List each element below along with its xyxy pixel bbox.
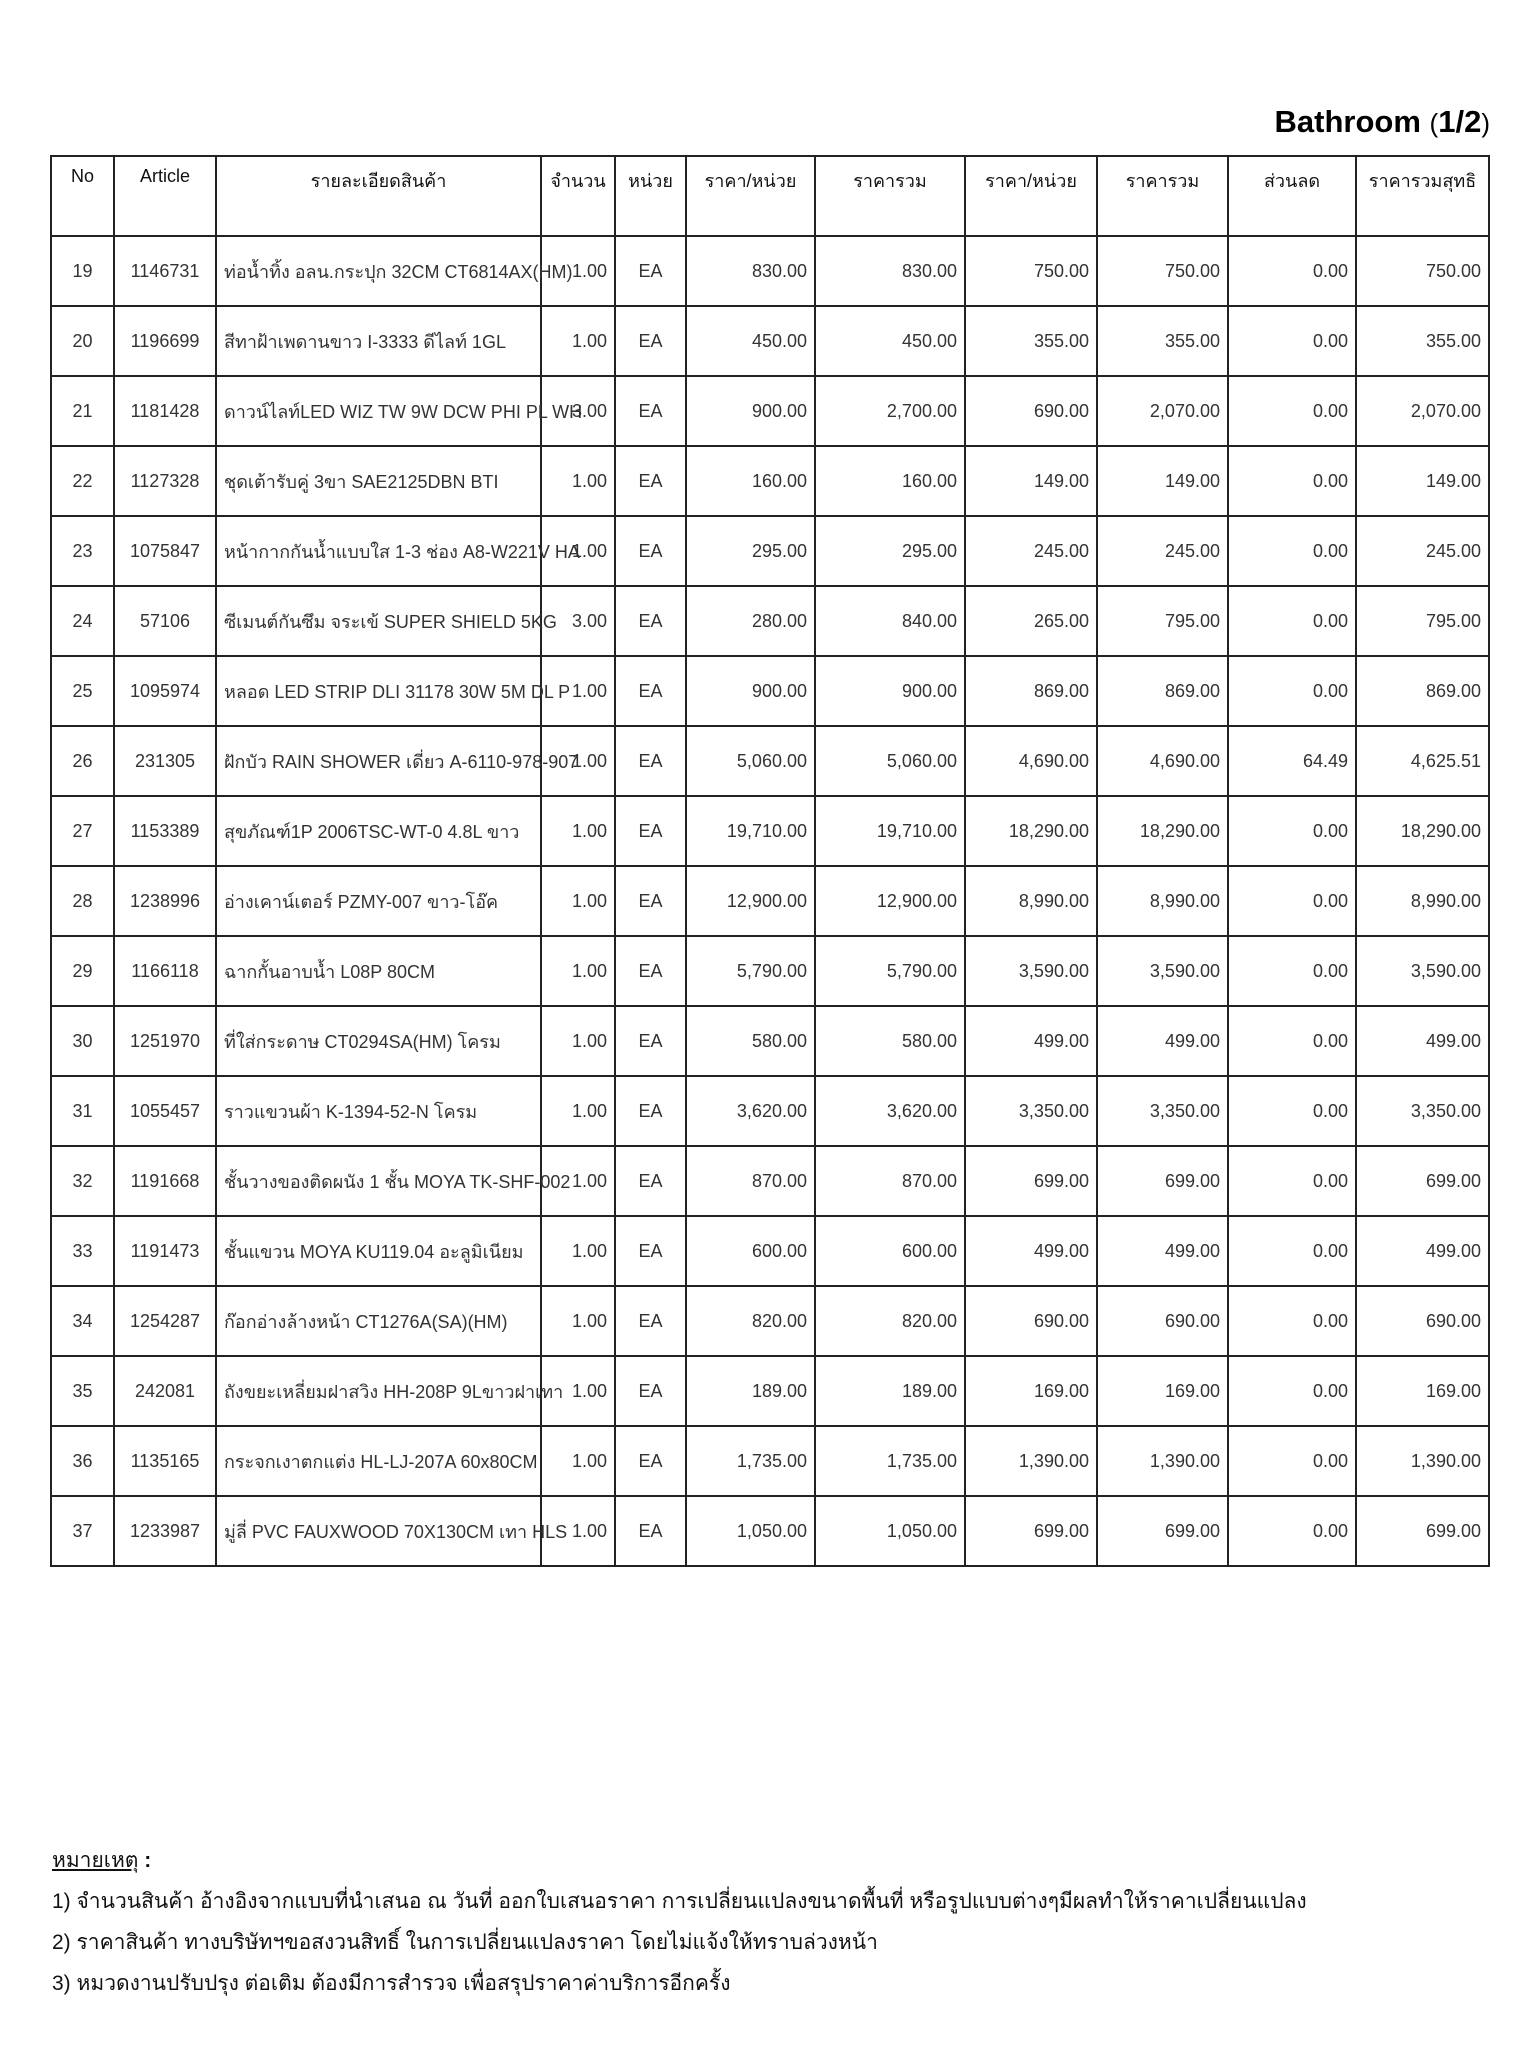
cell-total: 160.00 xyxy=(815,446,965,516)
cell-unit: EA xyxy=(615,1216,686,1286)
cell-description: มู่ลี่ PVC FAUXWOOD 70X130CM เทา HLS xyxy=(216,1496,541,1566)
header-unit: หน่วย xyxy=(615,156,686,236)
cell-unit-price: 19,710.00 xyxy=(686,796,815,866)
cell-quantity: 1.00 xyxy=(541,726,615,796)
cell-net-total: 750.00 xyxy=(1356,236,1489,306)
cell-net-total: 699.00 xyxy=(1356,1496,1489,1566)
cell-discount: 0.00 xyxy=(1228,376,1356,446)
cell-article: 1254287 xyxy=(114,1286,216,1356)
cell-unit: EA xyxy=(615,236,686,306)
cell-quantity: 1.00 xyxy=(541,446,615,516)
cell-total-2: 3,590.00 xyxy=(1097,936,1228,1006)
cell-discount: 0.00 xyxy=(1228,866,1356,936)
cell-unit: EA xyxy=(615,1006,686,1076)
header-unit-price-2: ราคา/หน่วย xyxy=(965,156,1097,236)
cell-unit: EA xyxy=(615,1426,686,1496)
cell-quantity: 3.00 xyxy=(541,586,615,656)
cell-description: ท่อน้ำทิ้ง อลน.กระปุก 32CM CT6814AX(HM) xyxy=(216,236,541,306)
cell-total-2: 149.00 xyxy=(1097,446,1228,516)
cell-total-2: 169.00 xyxy=(1097,1356,1228,1426)
cell-quantity: 1.00 xyxy=(541,936,615,1006)
cell-description: ฝักบัว RAIN SHOWER เดี่ยว A-6110-978-907 xyxy=(216,726,541,796)
cell-article: 242081 xyxy=(114,1356,216,1426)
page-title-part: 1/2 xyxy=(1438,104,1482,139)
cell-description: ซีเมนต์กันซึม จระเข้ SUPER SHIELD 5KG xyxy=(216,586,541,656)
cell-discount: 0.00 xyxy=(1228,1496,1356,1566)
table-row xyxy=(51,1146,1489,1216)
header-article: Article xyxy=(114,156,216,236)
cell-article: 1191668 xyxy=(114,1146,216,1216)
cell-discount: 0.00 xyxy=(1228,1356,1356,1426)
cell-description: ชั้นแขวน MOYA KU119.04 อะลูมิเนียม xyxy=(216,1216,541,1286)
cell-unit-price-2: 690.00 xyxy=(965,1286,1097,1356)
cell-unit-price-2: 8,990.00 xyxy=(965,866,1097,936)
cell-total: 1,735.00 xyxy=(815,1426,965,1496)
cell-total-2: 795.00 xyxy=(1097,586,1228,656)
cell-total-2: 690.00 xyxy=(1097,1286,1228,1356)
cell-total-2: 699.00 xyxy=(1097,1146,1228,1216)
cell-no: 22 xyxy=(51,446,114,516)
cell-unit-price: 600.00 xyxy=(686,1216,815,1286)
cell-unit-price: 450.00 xyxy=(686,306,815,376)
cell-unit-price: 900.00 xyxy=(686,376,815,446)
cell-description: หน้ากากกันน้ำแบบใส 1-3 ช่อง A8-W221V HA xyxy=(216,516,541,586)
cell-description: สีทาฝ้าเพดานขาว I-3333 ดีไลท์ 1GL xyxy=(216,306,541,376)
cell-no: 37 xyxy=(51,1496,114,1566)
cell-unit: EA xyxy=(615,936,686,1006)
cell-quantity: 1.00 xyxy=(541,1146,615,1216)
table-body xyxy=(51,236,1489,1566)
cell-total: 189.00 xyxy=(815,1356,965,1426)
cell-unit-price-2: 869.00 xyxy=(965,656,1097,726)
cell-total: 820.00 xyxy=(815,1286,965,1356)
cell-no: 23 xyxy=(51,516,114,586)
cell-net-total: 245.00 xyxy=(1356,516,1489,586)
cell-no: 28 xyxy=(51,866,114,936)
cell-discount: 0.00 xyxy=(1228,936,1356,1006)
cell-total-2: 499.00 xyxy=(1097,1216,1228,1286)
cell-discount: 0.00 xyxy=(1228,656,1356,726)
header-total-2: ราคารวม xyxy=(1097,156,1228,236)
cell-unit: EA xyxy=(615,1146,686,1216)
cell-total: 2,700.00 xyxy=(815,376,965,446)
cell-unit-price: 160.00 xyxy=(686,446,815,516)
cell-total: 19,710.00 xyxy=(815,796,965,866)
cell-article: 1095974 xyxy=(114,656,216,726)
cell-description: ดาวน์ไลท์LED WIZ TW 9W DCW PHI PL WH xyxy=(216,376,541,446)
header-no: No xyxy=(51,156,114,236)
cell-unit-price: 295.00 xyxy=(686,516,815,586)
cell-total: 830.00 xyxy=(815,236,965,306)
cell-discount: 0.00 xyxy=(1228,446,1356,516)
cell-article: 1233987 xyxy=(114,1496,216,1566)
cell-discount: 0.00 xyxy=(1228,306,1356,376)
cell-total: 450.00 xyxy=(815,306,965,376)
cell-quantity: 1.00 xyxy=(541,516,615,586)
cell-unit-price: 1,050.00 xyxy=(686,1496,815,1566)
cell-article: 1055457 xyxy=(114,1076,216,1146)
cell-quantity: 1.00 xyxy=(541,1496,615,1566)
table-row xyxy=(51,306,1489,376)
note-line-2: 2) ราคาสินค้า ทางบริษัทฯขอสงวนสิทธิ์ ในการเปลี่ยนแปลงราคา โดยไม่แจ้งให้ทราบล่วงหน้า xyxy=(52,1931,878,1954)
cell-article: 57106 xyxy=(114,586,216,656)
cell-total-2: 499.00 xyxy=(1097,1006,1228,1076)
page-title xyxy=(1275,104,1490,140)
cell-unit-price-2: 750.00 xyxy=(965,236,1097,306)
cell-unit-price-2: 265.00 xyxy=(965,586,1097,656)
cell-net-total: 4,625.51 xyxy=(1356,726,1489,796)
cell-description: ชุดเต้ารับคู่ 3ขา SAE2125DBN BTI xyxy=(216,446,541,516)
cell-description: ราวแขวนผ้า K-1394-52-N โครม xyxy=(216,1076,541,1146)
cell-unit-price-2: 699.00 xyxy=(965,1146,1097,1216)
table-row xyxy=(51,1006,1489,1076)
cell-unit: EA xyxy=(615,376,686,446)
cell-unit: EA xyxy=(615,516,686,586)
cell-net-total: 499.00 xyxy=(1356,1216,1489,1286)
cell-unit-price-2: 4,690.00 xyxy=(965,726,1097,796)
table-row xyxy=(51,866,1489,936)
cell-no: 35 xyxy=(51,1356,114,1426)
cell-net-total: 795.00 xyxy=(1356,586,1489,656)
cell-total-2: 750.00 xyxy=(1097,236,1228,306)
note-line-3: 3) หมวดงานปรับปรุง ต่อเติม ต้องมีการสำรวจ เพื่อสรุปราคาค่าบริการอีกครั้ง xyxy=(52,1972,731,1995)
note-line-1: 1) จำนวนสินค้า อ้างอิงจากแบบที่นำเสนอ ณ วันที่ ออกใบเสนอราคา การเปลี่ยนแปลงขนาดพื้นที่ หรือรูปแบบต่างๆมีผลทำให้ราคาเปลี่ยนแปลง xyxy=(52,1890,1307,1913)
cell-unit: EA xyxy=(615,726,686,796)
notes-heading: หมายเหตุ xyxy=(52,1849,139,1872)
cell-discount: 0.00 xyxy=(1228,516,1356,586)
cell-no: 25 xyxy=(51,656,114,726)
cell-no: 27 xyxy=(51,796,114,866)
cell-total-2: 245.00 xyxy=(1097,516,1228,586)
cell-unit-price: 580.00 xyxy=(686,1006,815,1076)
cell-quantity: 1.00 xyxy=(541,796,615,866)
cell-no: 30 xyxy=(51,1006,114,1076)
cell-unit-price: 189.00 xyxy=(686,1356,815,1426)
cell-total-2: 1,390.00 xyxy=(1097,1426,1228,1496)
cell-article: 1238996 xyxy=(114,866,216,936)
cell-unit-price-2: 499.00 xyxy=(965,1216,1097,1286)
table-row xyxy=(51,446,1489,516)
cell-discount: 0.00 xyxy=(1228,586,1356,656)
cell-net-total: 3,590.00 xyxy=(1356,936,1489,1006)
cell-unit-price: 12,900.00 xyxy=(686,866,815,936)
cell-unit: EA xyxy=(615,586,686,656)
cell-quantity: 1.00 xyxy=(541,1006,615,1076)
cell-unit-price-2: 1,390.00 xyxy=(965,1426,1097,1496)
cell-unit: EA xyxy=(615,1496,686,1566)
table-header-row xyxy=(51,156,1489,236)
cell-net-total: 869.00 xyxy=(1356,656,1489,726)
cell-net-total: 355.00 xyxy=(1356,306,1489,376)
cell-discount: 0.00 xyxy=(1228,236,1356,306)
table-row xyxy=(51,236,1489,306)
cell-description: อ่างเคาน์เตอร์ PZMY-007 ขาว-โอ๊ค xyxy=(216,866,541,936)
cell-discount: 64.49 xyxy=(1228,726,1356,796)
cell-no: 29 xyxy=(51,936,114,1006)
cell-total-2: 2,070.00 xyxy=(1097,376,1228,446)
cell-no: 24 xyxy=(51,586,114,656)
cell-total-2: 699.00 xyxy=(1097,1496,1228,1566)
cell-unit: EA xyxy=(615,1286,686,1356)
cell-unit-price-2: 169.00 xyxy=(965,1356,1097,1426)
cell-unit: EA xyxy=(615,1356,686,1426)
notes-heading-colon: : xyxy=(138,1849,152,1872)
cell-unit-price-2: 699.00 xyxy=(965,1496,1097,1566)
cell-discount: 0.00 xyxy=(1228,1426,1356,1496)
page-title-open-paren: ( xyxy=(1429,108,1439,138)
cell-no: 21 xyxy=(51,376,114,446)
cell-description: ที่ใส่กระดาษ CT0294SA(HM) โครม xyxy=(216,1006,541,1076)
header-unit-price: ราคา/หน่วย xyxy=(686,156,815,236)
cell-article: 1191473 xyxy=(114,1216,216,1286)
cell-total-2: 18,290.00 xyxy=(1097,796,1228,866)
cell-unit-price: 5,060.00 xyxy=(686,726,815,796)
cell-unit-price: 830.00 xyxy=(686,236,815,306)
page-title-text: Bathroom xyxy=(1274,104,1421,139)
cell-description: สุขภัณฑ์1P 2006TSC-WT-0 4.8L ขาว xyxy=(216,796,541,866)
cell-no: 31 xyxy=(51,1076,114,1146)
cell-article: 1196699 xyxy=(114,306,216,376)
quotation-table xyxy=(50,155,1490,1567)
cell-net-total: 499.00 xyxy=(1356,1006,1489,1076)
cell-net-total: 1,390.00 xyxy=(1356,1426,1489,1496)
table-row xyxy=(51,936,1489,1006)
table-row xyxy=(51,1356,1489,1426)
cell-unit-price: 280.00 xyxy=(686,586,815,656)
cell-discount: 0.00 xyxy=(1228,1006,1356,1076)
cell-net-total: 699.00 xyxy=(1356,1146,1489,1216)
cell-unit-price-2: 18,290.00 xyxy=(965,796,1097,866)
cell-description: ถังขยะเหลี่ยมฝาสวิง HH-208P 9Lขาวฝาเทา xyxy=(216,1356,541,1426)
cell-unit-price: 3,620.00 xyxy=(686,1076,815,1146)
cell-unit-price-2: 355.00 xyxy=(965,306,1097,376)
cell-quantity: 1.00 xyxy=(541,1286,615,1356)
cell-unit-price: 1,735.00 xyxy=(686,1426,815,1496)
cell-discount: 0.00 xyxy=(1228,1076,1356,1146)
cell-quantity: 1.00 xyxy=(541,1216,615,1286)
table-row xyxy=(51,656,1489,726)
cell-article: 1181428 xyxy=(114,376,216,446)
cell-quantity: 1.00 xyxy=(541,1356,615,1426)
cell-total: 3,620.00 xyxy=(815,1076,965,1146)
cell-article: 231305 xyxy=(114,726,216,796)
cell-description: กระจกเงาตกแต่ง HL-LJ-207A 60x80CM xyxy=(216,1426,541,1496)
cell-total-2: 3,350.00 xyxy=(1097,1076,1228,1146)
cell-discount: 0.00 xyxy=(1228,1216,1356,1286)
cell-total: 900.00 xyxy=(815,656,965,726)
cell-no: 34 xyxy=(51,1286,114,1356)
cell-article: 1146731 xyxy=(114,236,216,306)
cell-quantity: 1.00 xyxy=(541,306,615,376)
cell-article: 1153389 xyxy=(114,796,216,866)
table-row xyxy=(51,376,1489,446)
header-discount: ส่วนลด xyxy=(1228,156,1356,236)
cell-description: ชั้นวางของติดผนัง 1 ชั้น MOYA TK-SHF-002 xyxy=(216,1146,541,1216)
header-total: ราคารวม xyxy=(815,156,965,236)
cell-description: ฉากกั้นอาบน้ำ L08P 80CM xyxy=(216,936,541,1006)
cell-total-2: 4,690.00 xyxy=(1097,726,1228,796)
cell-quantity: 1.00 xyxy=(541,236,615,306)
cell-unit-price: 900.00 xyxy=(686,656,815,726)
table-row xyxy=(51,1426,1489,1496)
cell-unit: EA xyxy=(615,446,686,516)
cell-net-total: 2,070.00 xyxy=(1356,376,1489,446)
cell-net-total: 3,350.00 xyxy=(1356,1076,1489,1146)
notes-heading-line xyxy=(52,1840,1492,1881)
cell-total-2: 8,990.00 xyxy=(1097,866,1228,936)
cell-discount: 0.00 xyxy=(1228,1146,1356,1216)
cell-no: 33 xyxy=(51,1216,114,1286)
table-row xyxy=(51,1216,1489,1286)
cell-total: 870.00 xyxy=(815,1146,965,1216)
table-row xyxy=(51,516,1489,586)
table-row xyxy=(51,586,1489,656)
header-description: รายละเอียดสินค้า xyxy=(216,156,541,236)
cell-net-total: 8,990.00 xyxy=(1356,866,1489,936)
notes-section xyxy=(52,1840,1492,2004)
table-row xyxy=(51,796,1489,866)
cell-unit-price: 5,790.00 xyxy=(686,936,815,1006)
cell-unit-price: 820.00 xyxy=(686,1286,815,1356)
cell-description: หลอด LED STRIP DLI 31178 30W 5M DL P xyxy=(216,656,541,726)
cell-article: 1166118 xyxy=(114,936,216,1006)
header-quantity: จำนวน xyxy=(541,156,615,236)
header-net-total: ราคารวมสุทธิ xyxy=(1356,156,1489,236)
cell-description: ก๊อกอ่างล้างหน้า CT1276A(SA)(HM) xyxy=(216,1286,541,1356)
cell-unit-price-2: 3,350.00 xyxy=(965,1076,1097,1146)
cell-unit: EA xyxy=(615,656,686,726)
cell-no: 19 xyxy=(51,236,114,306)
cell-total: 5,060.00 xyxy=(815,726,965,796)
cell-total: 12,900.00 xyxy=(815,866,965,936)
cell-net-total: 690.00 xyxy=(1356,1286,1489,1356)
cell-quantity: 1.00 xyxy=(541,1426,615,1496)
cell-article: 1127328 xyxy=(114,446,216,516)
page-title-close-paren: ) xyxy=(1481,108,1490,138)
cell-no: 20 xyxy=(51,306,114,376)
cell-unit: EA xyxy=(615,306,686,376)
cell-total-2: 869.00 xyxy=(1097,656,1228,726)
cell-total: 295.00 xyxy=(815,516,965,586)
table-row xyxy=(51,1076,1489,1146)
table-row xyxy=(51,1286,1489,1356)
cell-no: 36 xyxy=(51,1426,114,1496)
cell-unit-price-2: 690.00 xyxy=(965,376,1097,446)
cell-unit: EA xyxy=(615,796,686,866)
cell-no: 26 xyxy=(51,726,114,796)
cell-net-total: 149.00 xyxy=(1356,446,1489,516)
cell-unit: EA xyxy=(615,866,686,936)
cell-quantity: 1.00 xyxy=(541,1076,615,1146)
cell-total: 1,050.00 xyxy=(815,1496,965,1566)
cell-quantity: 1.00 xyxy=(541,656,615,726)
cell-total-2: 355.00 xyxy=(1097,306,1228,376)
cell-discount: 0.00 xyxy=(1228,1286,1356,1356)
cell-no: 32 xyxy=(51,1146,114,1216)
cell-article: 1251970 xyxy=(114,1006,216,1076)
cell-unit-price-2: 245.00 xyxy=(965,516,1097,586)
cell-article: 1075847 xyxy=(114,516,216,586)
cell-total: 5,790.00 xyxy=(815,936,965,1006)
cell-quantity: 1.00 xyxy=(541,866,615,936)
cell-unit-price-2: 149.00 xyxy=(965,446,1097,516)
cell-total: 600.00 xyxy=(815,1216,965,1286)
cell-net-total: 169.00 xyxy=(1356,1356,1489,1426)
cell-unit-price-2: 3,590.00 xyxy=(965,936,1097,1006)
table-row xyxy=(51,1496,1489,1566)
cell-unit-price-2: 499.00 xyxy=(965,1006,1097,1076)
cell-net-total: 18,290.00 xyxy=(1356,796,1489,866)
cell-article: 1135165 xyxy=(114,1426,216,1496)
cell-unit: EA xyxy=(615,1076,686,1146)
cell-unit-price: 870.00 xyxy=(686,1146,815,1216)
table-row xyxy=(51,726,1489,796)
cell-quantity: 3.00 xyxy=(541,376,615,446)
cell-total: 580.00 xyxy=(815,1006,965,1076)
cell-total: 840.00 xyxy=(815,586,965,656)
cell-discount: 0.00 xyxy=(1228,796,1356,866)
